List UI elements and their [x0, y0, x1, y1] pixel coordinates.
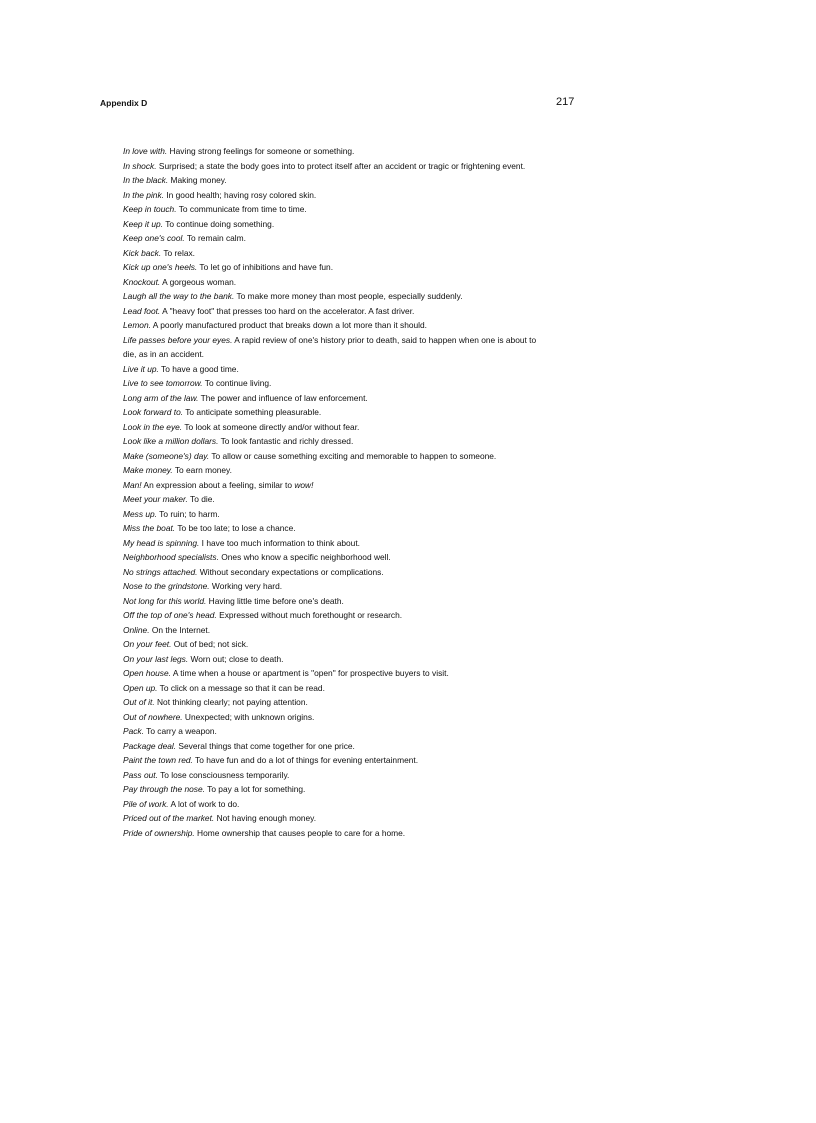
glossary-definition: Not having enough money. [214, 813, 317, 823]
glossary-entry [123, 275, 543, 290]
glossary-definition: To click on a message so that it can be read. [157, 682, 325, 693]
glossary-term: Kick up one's heels. [123, 262, 198, 272]
glossary-definition: To make more money than most people, especially suddenly. [234, 291, 463, 301]
glossary-term: Kick back. [123, 247, 162, 258]
glossary-entry [123, 637, 543, 652]
glossary-entry [123, 333, 543, 362]
glossary-entry [123, 362, 543, 377]
glossary-entry [123, 768, 543, 783]
glossary-definition: An expression about a feeling, similar to [141, 479, 295, 490]
glossary-term: Neighborhood specialists. [123, 552, 219, 562]
glossary-definition: Worn out; close to death. [188, 653, 284, 664]
glossary-definition: To ruin; to harm. [156, 508, 220, 519]
glossary-entry [123, 260, 543, 275]
glossary-definition: To lose consciousness temporarily. [157, 769, 290, 780]
glossary-definition: Having little time before one's death. [206, 595, 344, 606]
glossary-entry [123, 405, 543, 420]
glossary-entry [123, 217, 543, 232]
glossary-entry [123, 811, 543, 826]
glossary-definition: To allow or cause something exciting and memorable to happen to someone. [209, 450, 497, 461]
glossary-definition: To look fantastic and richly dressed. [218, 436, 354, 446]
glossary-term: No strings attached. [123, 566, 198, 577]
glossary-entry [123, 782, 543, 797]
glossary-definition: Unexpected; with unknown origins. [182, 711, 315, 722]
glossary-definition: Without secondary expectations or complications. [197, 566, 384, 577]
glossary-definition: To continue living. [202, 378, 272, 388]
glossary-term: Laugh all the way to the bank. [123, 291, 235, 301]
glossary-entry [123, 318, 543, 333]
glossary-entry [123, 173, 543, 188]
glossary-term: Long arm of the law. [123, 392, 199, 403]
glossary-term: Live to see tomorrow. [123, 378, 203, 388]
glossary-definition: To anticipate something pleasurable. [183, 407, 322, 417]
glossary-term: Pay through the nose. [123, 784, 205, 794]
glossary-definition: In good health; having rosy colored skin. [163, 189, 317, 200]
glossary-definition: A lot of work to do. [168, 798, 240, 809]
glossary-entry [123, 608, 543, 623]
glossary-term: Paint the town red. [123, 755, 193, 765]
glossary-definition: A rapid review of one's history prior to death, said to happen when one is about to die, as in an accident. [123, 334, 537, 359]
glossary-definition: To have a good time. [158, 363, 239, 374]
glossary-entry [123, 478, 543, 493]
glossary-entry [123, 202, 543, 217]
glossary-entry [123, 420, 543, 435]
glossary-definition: Out of bed; not sick. [171, 639, 249, 649]
glossary-term: Pile of work. [123, 798, 169, 809]
glossary-term: On your last legs. [123, 653, 189, 664]
glossary-entry [123, 521, 543, 536]
glossary-definition: Having strong feelings for someone or something. [167, 146, 355, 156]
glossary-definition: To relax. [161, 247, 195, 258]
glossary-definition: Ones who know a specific neighborhood well. [218, 552, 391, 562]
glossary-term: Keep it up. [123, 218, 164, 229]
glossary-term: Pass out. [123, 769, 158, 780]
glossary-term: Priced out of the market. [123, 813, 215, 823]
glossary-term: Look forward to. [123, 407, 184, 417]
glossary-term: In the pink. [123, 189, 164, 200]
glossary-term: Open house. [123, 668, 171, 678]
glossary-entry [123, 289, 543, 304]
glossary-definition: A "heavy foot" that presses too hard on the accelerator. A fast driver. [160, 305, 415, 316]
glossary-definition: To let go of inhibitions and have fun. [197, 262, 334, 272]
glossary-term: Make (someone's) day. [123, 450, 210, 461]
glossary-entry [123, 246, 543, 261]
glossary-term: Out of nowhere. [123, 711, 183, 722]
glossary-entry [123, 623, 543, 638]
glossary-term: In the black. [123, 175, 169, 185]
glossary-entry [123, 492, 543, 507]
glossary-entry [123, 724, 543, 739]
glossary-term: Mess up. [123, 508, 157, 519]
glossary-definition: Surprised; a state the body goes into to protect itself after an accident or tragic or frightening event. [156, 160, 526, 171]
glossary-definition: To have fun and do a lot of things for evening entertainment. [192, 755, 419, 765]
section-header: Appendix D [100, 98, 148, 108]
glossary-entry [123, 449, 543, 464]
glossary-term: Lead foot. [123, 305, 161, 316]
glossary-entry [123, 376, 543, 391]
glossary-definition: Working very hard. [209, 581, 283, 591]
glossary-entry [123, 536, 543, 551]
glossary-definition: A gorgeous woman. [160, 276, 237, 287]
glossary-entry [123, 753, 543, 768]
glossary-term: Lemon. [123, 320, 151, 330]
glossary-definition: To earn money. [172, 465, 232, 475]
glossary-entry [123, 565, 543, 580]
glossary-term: Live it up. [123, 363, 159, 374]
glossary-term: Package deal. [123, 740, 177, 751]
glossary-term: Miss the boat. [123, 523, 176, 533]
glossary-entry [123, 695, 543, 710]
glossary-definition: Expressed without much forethought or research. [216, 610, 403, 620]
glossary-entry [123, 550, 543, 565]
glossary-entry [123, 666, 543, 681]
glossary-entry [123, 681, 543, 696]
glossary-definition: Home ownership that causes people to care for a home. [194, 827, 406, 838]
glossary-definition: To carry a weapon. [143, 726, 217, 736]
glossary-term: Look in the eye. [123, 421, 183, 432]
glossary-entry [123, 144, 543, 159]
glossary-term: Pride of ownership. [123, 827, 195, 838]
glossary-term: Pack. [123, 726, 144, 736]
glossary-definition: To look at someone directly and/or without fear. [182, 421, 360, 432]
glossary-entry [123, 652, 543, 667]
glossary-term: Online. [123, 624, 150, 635]
glossary-entry [123, 391, 543, 406]
glossary-term: My head is spinning. [123, 537, 200, 548]
glossary-entry [123, 507, 543, 522]
glossary-term: Look like a million dollars. [123, 436, 219, 446]
glossary-definition: To continue doing something. [163, 218, 275, 229]
glossary-term: Out of it. [123, 697, 155, 707]
glossary-term: In love with. [123, 146, 168, 156]
glossary-list [123, 144, 543, 840]
glossary-term: Make money. [123, 465, 173, 475]
glossary-entry [123, 579, 543, 594]
glossary-term: Nose to the grindstone. [123, 581, 210, 591]
glossary-definition: Not thinking clearly; not paying attention. [154, 697, 308, 707]
glossary-entry [123, 159, 543, 174]
glossary-term: Meet your maker. [123, 494, 188, 504]
glossary-term: In shock. [123, 160, 157, 171]
glossary-definition: Several things that come together for one price. [176, 740, 355, 751]
glossary-term: Keep in touch. [123, 204, 177, 214]
glossary-term: Off the top of one's head. [123, 610, 217, 620]
glossary-entry [123, 434, 543, 449]
glossary-definition: A time when a house or apartment is "open" for prospective buyers to visit. [170, 668, 449, 678]
glossary-definition: To die. [187, 494, 215, 504]
glossary-definition: To be too late; to lose a chance. [175, 523, 296, 533]
glossary-entry [123, 797, 543, 812]
glossary-entry [123, 739, 543, 754]
glossary-entry [123, 304, 543, 319]
glossary-entry [123, 594, 543, 609]
glossary-entry [123, 826, 543, 841]
glossary-term: On your feet. [123, 639, 172, 649]
glossary-entry [123, 188, 543, 203]
glossary-definition: To pay a lot for something. [204, 784, 306, 794]
glossary-term: Man! [123, 479, 142, 490]
glossary-definition: A poorly manufactured product that breaks down a lot more than it should. [150, 320, 428, 330]
glossary-definition: The power and influence of law enforcement. [198, 392, 368, 403]
glossary-definition: To communicate from time to time. [176, 204, 307, 214]
glossary-definition: Making money. [168, 175, 227, 185]
glossary-entry [123, 710, 543, 725]
glossary-definition: To remain calm. [184, 233, 246, 243]
glossary-term: Knockout. [123, 276, 161, 287]
glossary-emphasis: wow! [294, 479, 314, 490]
glossary-term: Life passes before your eyes. [123, 334, 233, 345]
glossary-term: Keep one's cool. [123, 233, 185, 243]
glossary-term: Not long for this world. [123, 595, 207, 606]
glossary-term: Open up. [123, 682, 158, 693]
glossary-entry [123, 463, 543, 478]
glossary-entry [123, 231, 543, 246]
glossary-definition: I have too much information to think about. [199, 537, 360, 548]
glossary-definition: On the Internet. [149, 624, 211, 635]
page-number: 217 [556, 96, 575, 108]
